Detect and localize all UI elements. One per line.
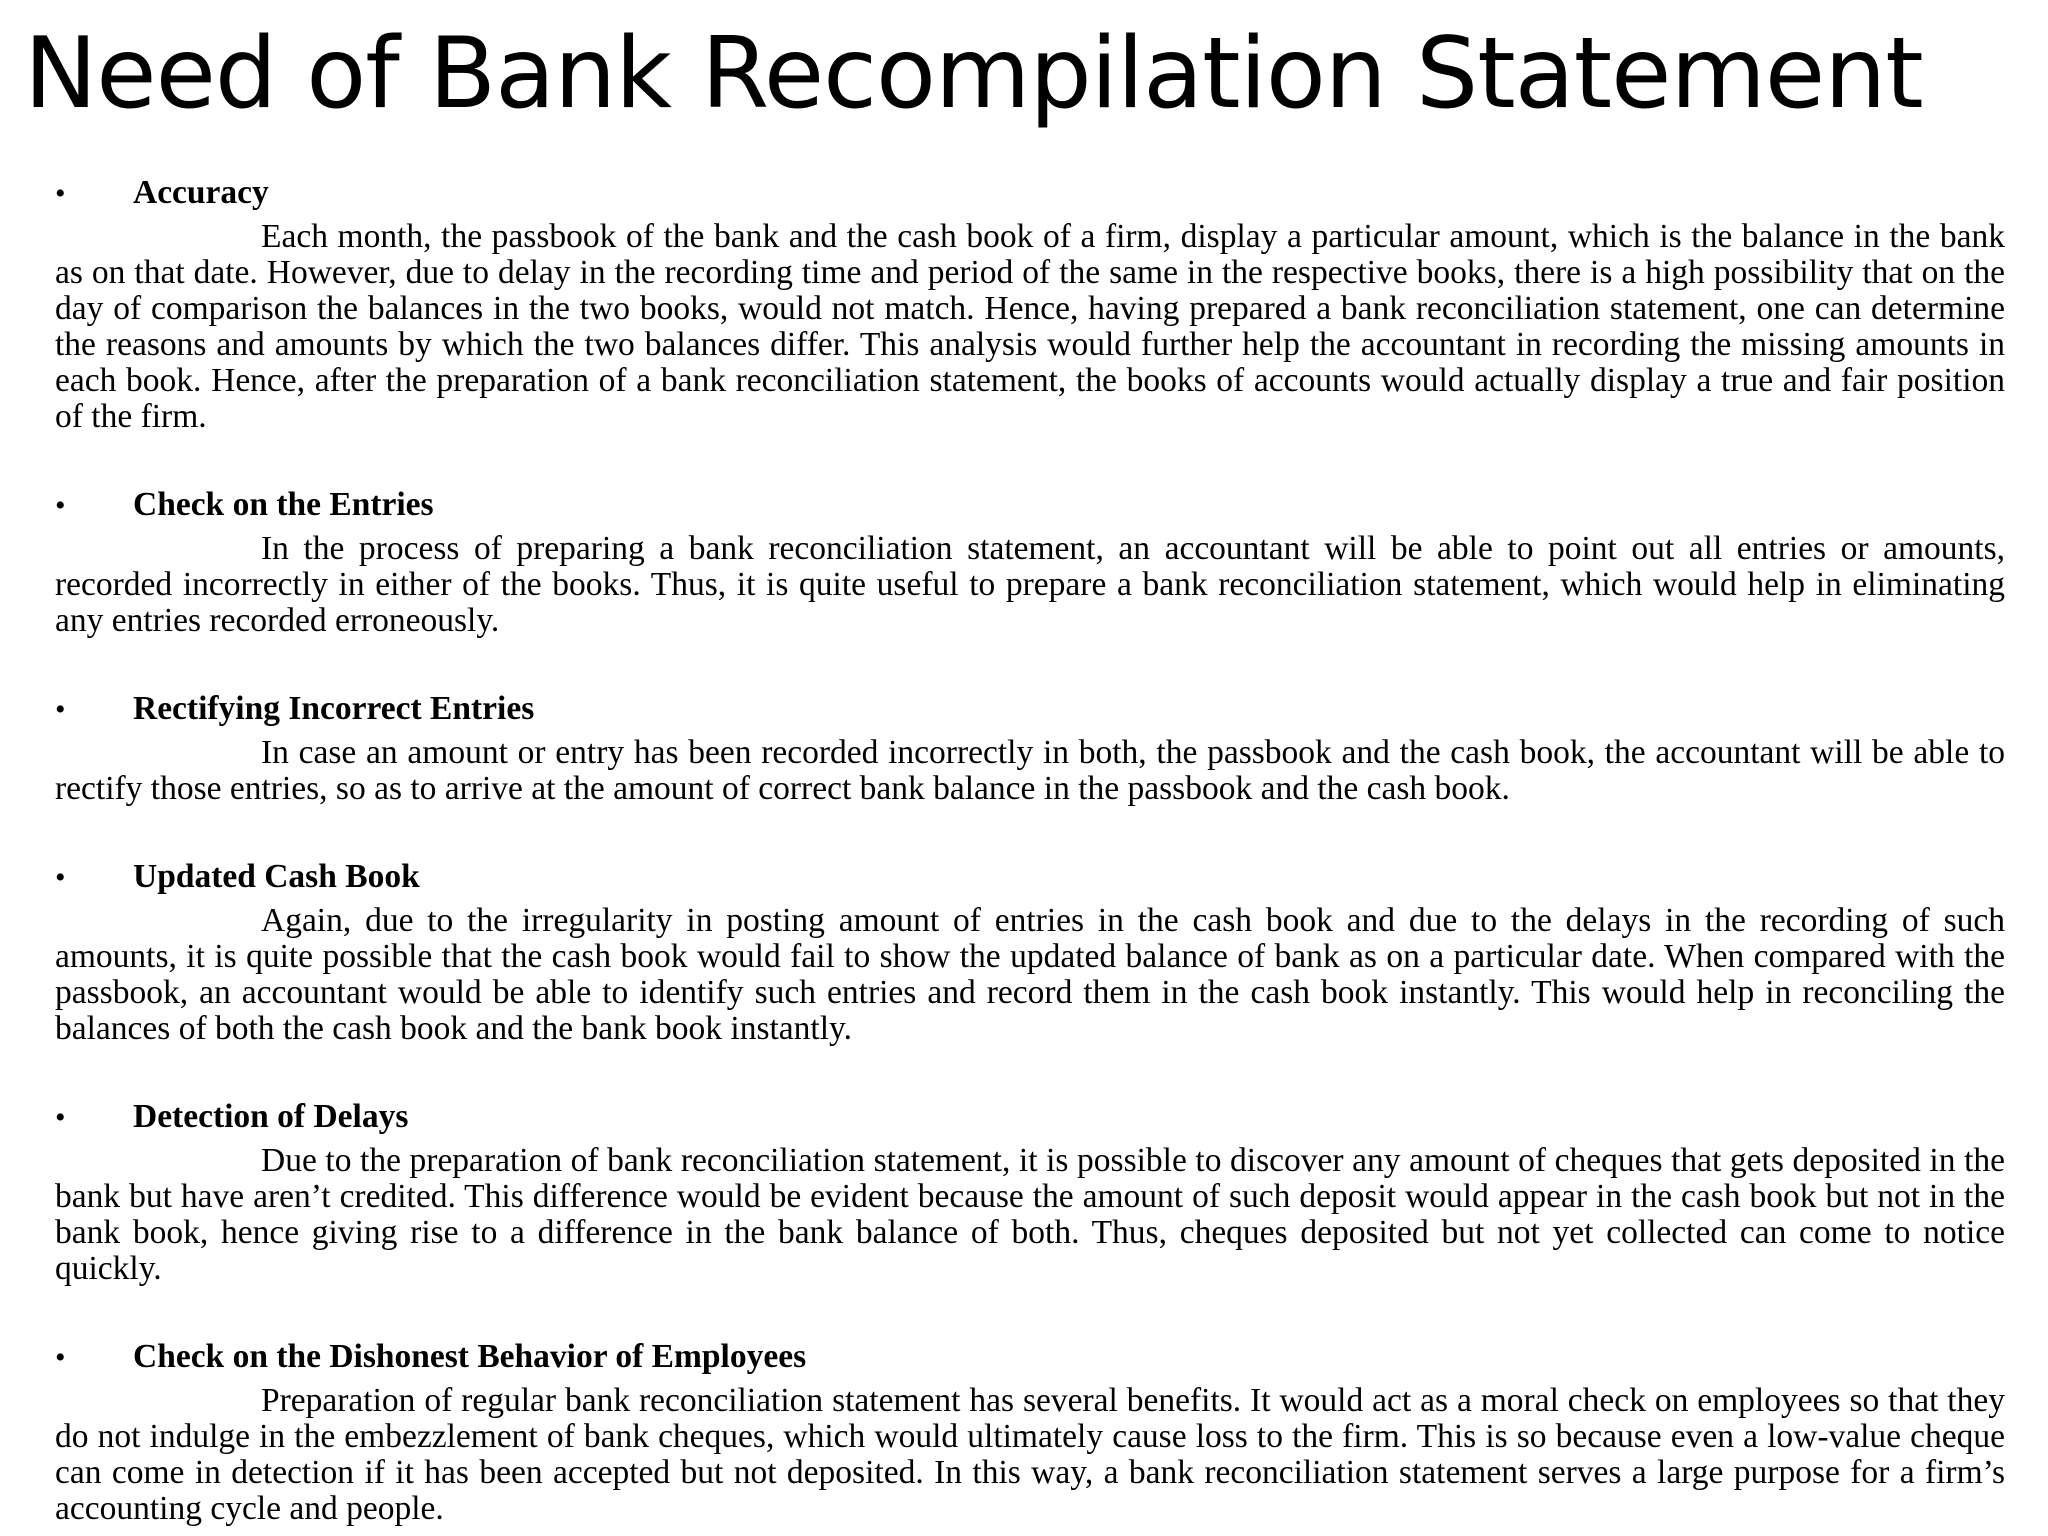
list-item-accuracy (55, 175, 2005, 435)
list-item-dishonest-behavior (55, 1339, 2005, 1527)
item-paragraph: In case an amount or entry has been recorded incorrectly in both, the passbook and the cash book, the accountant will be able to rectify those entries, so as to arrive at the amount of correct bank balance in the passbook and the cash book. (55, 734, 2005, 807)
item-paragraph: Again, due to the irregularity in posting amount of entries in the cash book and due to the delays in the recording of such amounts, it is quite possible that the cash book would fail to show the updated balance of bank as on a particular date. When compared with the passbook, an accountant would be able to identify such entries and record them in the cash book instantly. This would help in reconciling the balances of both the cash book and the bank book instantly. (55, 902, 2005, 1047)
item-heading: Detection of Delays (133, 1098, 409, 1135)
bullet-icon: • (55, 177, 66, 210)
item-paragraph: Each month, the passbook of the bank and the cash book of a firm, display a particular amount, which is the balance in the bank as on that date. However, due to delay in the recording time and period of the same in the respective books, there is a high possibility that on the day of comparison the balances in the two books, would not match. Hence, having prepared a bank reconciliation statement, one can determine the reasons and amounts by which the two balances differ. This analysis would further help the accountant in recording the missing amounts in each book. Hence, after the preparation of a bank reconciliation statement, the books of accounts would actually display a true and fair position of the firm. (55, 218, 2005, 435)
item-paragraph: Due to the preparation of bank reconciliation statement, it is possible to discover any amount of cheques that gets deposited in the bank but have aren’t credited. This difference would be evident because the amount of such deposit would appear in the cash book but not in the bank book, hence giving rise to a difference in the bank balance of both. Thus, cheques deposited but not yet collected can come to notice quickly. (55, 1142, 2005, 1287)
item-heading: Updated Cash Book (133, 858, 420, 895)
item-heading: Check on the Dishonest Behavior of Employees (133, 1338, 807, 1375)
bullet-icon: • (55, 693, 66, 726)
item-heading: Rectifying Incorrect Entries (133, 690, 535, 727)
list-item-updated-cash-book (55, 859, 2005, 1047)
list-item-rectifying-entries (55, 691, 2005, 807)
slide-title: Need of Bank Recompilation Statement (24, 17, 1923, 131)
bullet-icon: • (55, 489, 66, 522)
item-heading: Accuracy (133, 174, 269, 211)
bullet-list (55, 175, 2005, 1527)
item-heading: Check on the Entries (133, 486, 434, 523)
list-item-detection-of-delays (55, 1099, 2005, 1287)
list-item-check-on-entries (55, 487, 2005, 639)
item-paragraph: Preparation of regular bank reconciliation statement has several benefits. It would act as a moral check on employees so that they do not indulge in the embezzlement of bank cheques, which would ultimately cause loss to the firm. This is so because even a low-value cheque can come in detection if it has been accepted but not deposited. In this way, a bank reconciliation statement serves a large purpose for a firm’s accounting cycle and people. (55, 1382, 2005, 1527)
bullet-icon: • (55, 1101, 66, 1134)
item-paragraph: In the process of preparing a bank reconciliation statement, an accountant will be able to point out all entries or amounts, recorded incorrectly in either of the books. Thus, it is quite useful to prepare a bank reconciliation statement, which would help in eliminating any entries recorded erroneously. (55, 530, 2005, 639)
bullet-icon: • (55, 1341, 66, 1374)
bullet-icon: • (55, 861, 66, 894)
